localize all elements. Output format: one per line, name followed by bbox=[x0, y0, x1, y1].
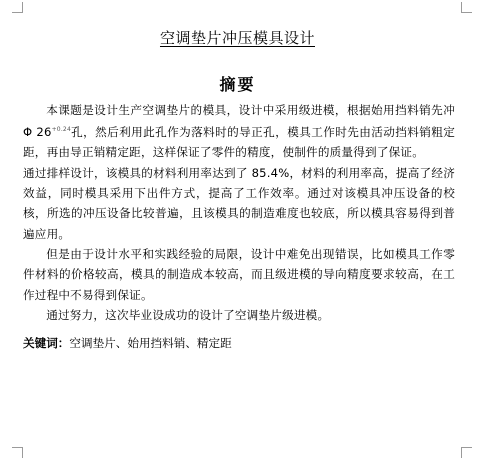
paragraph-1-text-a: 本课题是设计生产空调垫片的模具，设计中采用级进模，根据始用挡料销先冲Φ 26 bbox=[23, 103, 455, 140]
margin-corner-mark bbox=[12, 2, 23, 13]
paragraph-1-text-b: 孔，然后利用此孔作为落料时的导正孔，模具工作时先由活动挡料销粗定距，再由导正销精定距，这样保证了零件的精度，使制件的质量得到了保证。 bbox=[23, 125, 455, 160]
abstract-body bbox=[23, 100, 455, 325]
document-title: 空调垫片冲压模具设计 bbox=[159, 29, 315, 47]
margin-corner-mark bbox=[461, 2, 472, 13]
keywords-value: 空调垫片、始用挡料销、精定距 bbox=[69, 336, 232, 350]
tolerance-superscript: +0.24 bbox=[51, 126, 71, 134]
abstract-paragraph-1 bbox=[23, 100, 455, 163]
margin-corner-mark bbox=[461, 447, 472, 458]
keywords-line bbox=[23, 333, 455, 353]
document-title-line bbox=[0, 27, 475, 49]
abstract-paragraph-3: 但是由于设计水平和实践经验的局限，设计中难免出现错误，比如模具工作零件材料的价格较高，模具的制造成本较高，而且级进模的导向精度要求较高，在工作过程中不易得到保证。 bbox=[23, 246, 455, 302]
abstract-heading: 摘要 bbox=[219, 75, 256, 94]
abstract-paragraph-2: 通过排样设计，该模具的材料利用率达到了 85.4%，材料的利用率高，提高了经济效益，同时模具采用下出件方式，提高了工作效率。通过对该模具冲压设备的校核，所选的冲压设备比较普遍，且该模具的制造难度也较底，所以模具容易得到普遍应用。 bbox=[23, 165, 455, 241]
abstract-paragraph-4: 通过努力，这次毕业设成功的设计了空调垫片级进模。 bbox=[46, 307, 330, 322]
margin-corner-mark bbox=[12, 447, 23, 458]
keywords-label: 关键词： bbox=[23, 336, 70, 350]
